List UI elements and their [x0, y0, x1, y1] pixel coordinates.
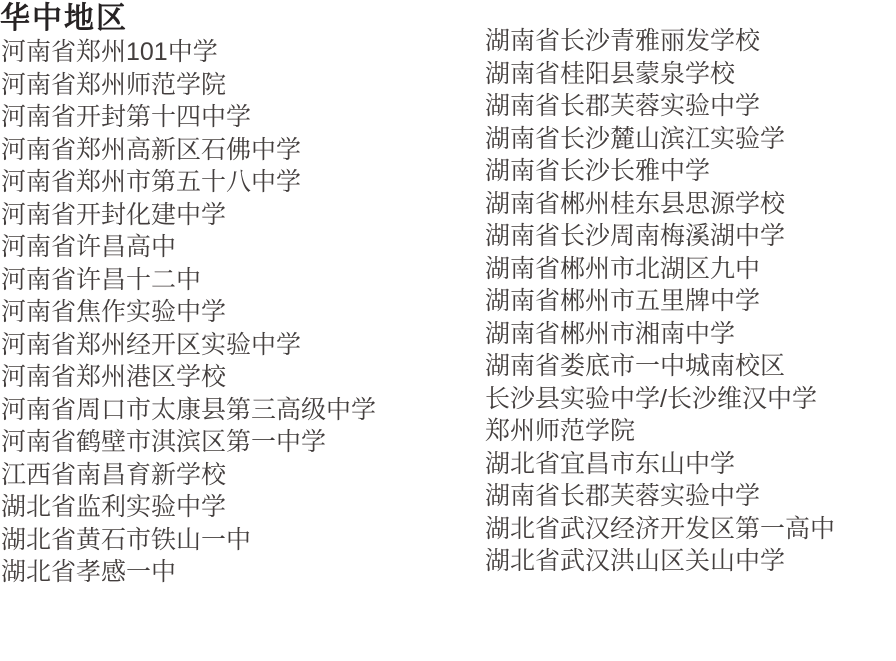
school-list-item: 河南省焦作实验中学 [1, 298, 227, 326]
school-list-item: 湖南省娄底市一中城南校区 [485, 352, 786, 380]
school-list-left-column [1, 36, 376, 589]
school-list-item: 湖南省长沙青雅丽发学校 [485, 27, 761, 55]
region-title: 华中地区 [0, 2, 128, 35]
school-list-item: 郑州师范学院 [485, 417, 636, 445]
school-list-item: 河南省鹤壁市淇滨区第一中学 [1, 428, 327, 456]
school-list-item: 河南省郑州高新区石佛中学 [1, 135, 302, 164]
school-list-item: 河南省郑州师范学院 [1, 70, 227, 99]
school-list-item: 湖北省监利实验中学 [1, 493, 227, 521]
school-list-item: 湖北省孝感一中 [1, 558, 177, 586]
school-list-item: 河南省开封化建中学 [1, 200, 227, 229]
school-list-item: 湖南省长沙长雅中学 [485, 157, 711, 185]
school-list-item: 河南省郑州101中学 [1, 38, 218, 66]
school-list-item: 湖北省宜昌市东山中学 [485, 449, 736, 478]
school-list-item: 河南省开封第十四中学 [1, 103, 252, 131]
school-list-item: 河南省郑州经开区实验中学 [1, 330, 302, 359]
school-list-item: 湖南省长郡芙蓉实验中学 [485, 92, 761, 120]
school-list-item: 河南省许昌十二中 [1, 265, 202, 294]
school-list-item: 湖南省长沙周南梅溪湖中学 [485, 222, 786, 250]
school-list-item: 湖北省武汉洪山区关山中学 [485, 547, 786, 575]
school-list-item: 江西省南昌育新学校 [1, 460, 227, 489]
school-list-item: 湖南省郴州桂东县思源学校 [485, 189, 786, 218]
school-list-item: 河南省郑州港区学校 [1, 363, 227, 391]
school-list-item: 长沙县实验中学/长沙维汉中学 [485, 384, 817, 413]
school-list-item: 湖南省郴州市北湖区九中 [485, 254, 761, 283]
school-list-item: 河南省周口市太康县第三高级中学 [1, 395, 377, 424]
school-list-item: 河南省许昌高中 [1, 233, 177, 261]
school-list-item: 湖北省武汉经济开发区第一高中 [485, 514, 836, 543]
school-list-item: 湖南省郴州市五里牌中学 [485, 287, 761, 315]
school-list-item: 湖南省桂阳县蒙泉学校 [485, 59, 736, 88]
school-list-item: 湖北省黄石市铁山一中 [1, 525, 252, 554]
school-list-item: 湖南省郴州市湘南中学 [485, 319, 736, 348]
school-list-right-column [485, 25, 835, 578]
school-list-item: 湖南省长沙麓山滨江实验学 [485, 124, 786, 153]
school-list-item: 湖南省长郡芙蓉实验中学 [485, 482, 761, 510]
school-list-item: 河南省郑州市第五十八中学 [1, 168, 302, 196]
